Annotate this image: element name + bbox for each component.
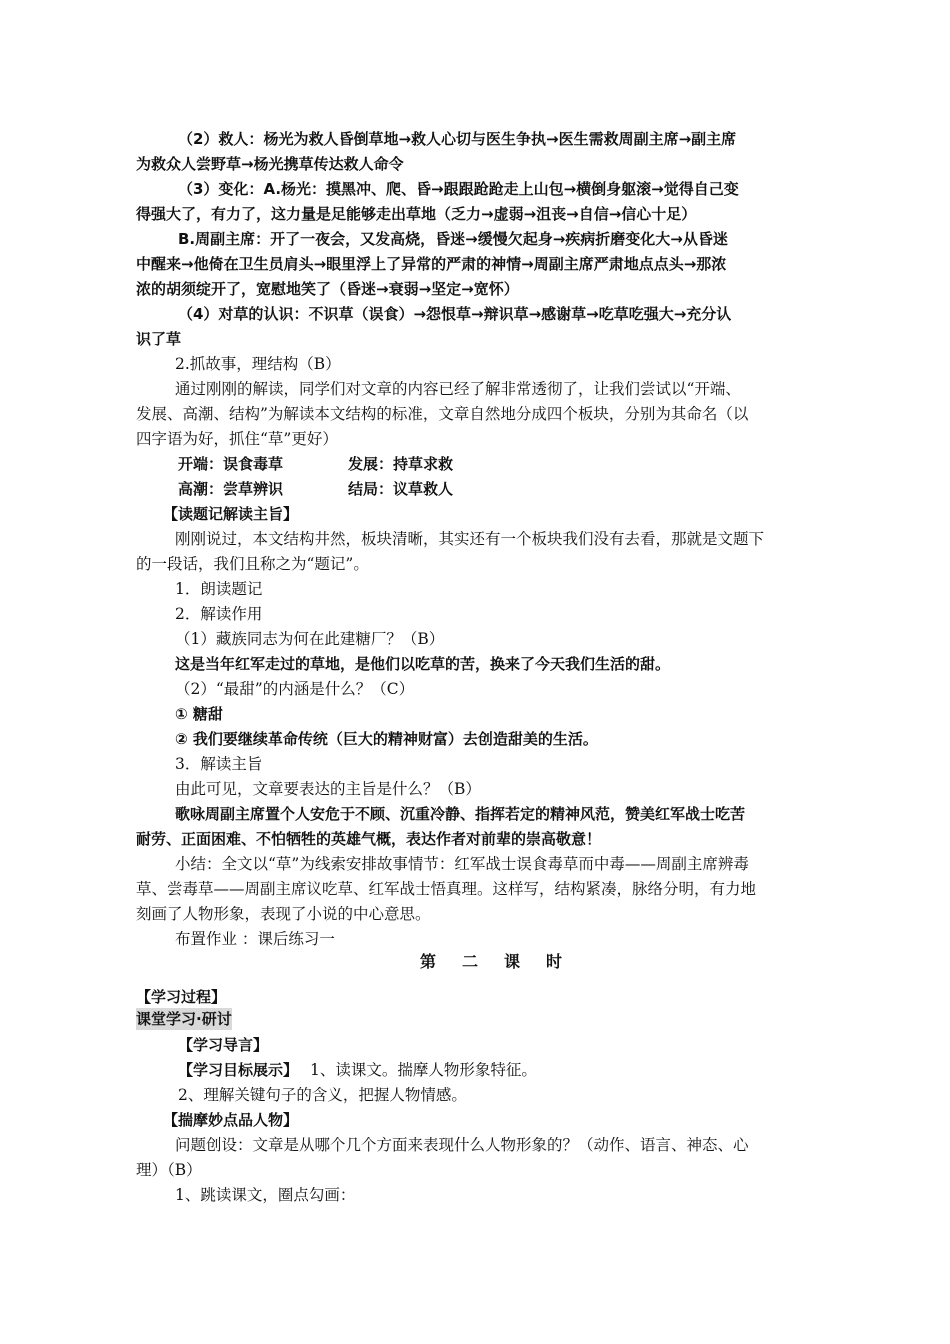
paragraph-line: 得强大了，有力了，这力量是足能够走出草地（乏力→虚弱→沮丧→自信→信心十足）: [136, 205, 697, 223]
paragraph-line: 浓的胡须绽开了，宽慰地笑了（昏迷→衰弱→坚定→宽怀）: [136, 280, 519, 298]
answer-line: 歌咏周副主席置个人安危于不顾、沉重冷静、指挥若定的精神风范，赞美红军战士吃苦: [175, 805, 746, 823]
paragraph-line: 识了草: [136, 330, 182, 348]
structure-item: 开端：误食毒草: [178, 455, 284, 473]
paragraph-line: 通过刚刚的解读，同学们对文章的内容已经了解非常透彻了，让我们尝试以“开端、: [175, 380, 741, 398]
paragraph-line: 的一段话，我们且称之为“题记”。: [136, 555, 369, 573]
answer-line: ② 我们要继续革命传统（巨大的精神财富）去创造甜美的生活。: [175, 730, 598, 748]
section-heading: 【学习过程】: [136, 988, 227, 1006]
list-item: 2．解读作用: [175, 605, 263, 623]
paragraph-line: （3）变化：A.杨光：摸黑冲、爬、昏→跟跟跄跄走上山包→横倒身躯滚→觉得自己变: [178, 180, 739, 198]
list-item: 1、跳读课文，圈点勾画：: [175, 1186, 356, 1204]
structure-item: 发展：持草求救: [348, 455, 454, 473]
section-heading: 【揣摩妙点品人物】: [163, 1111, 299, 1129]
paragraph-line: 草、尝毒草——周副主席议吃草、红军战士悟真理。这样写，结构紧凑，脉络分明，有力地: [136, 880, 757, 898]
question-line: 由此可见，文章要表达的主旨是什么？（B）: [175, 780, 481, 798]
paragraph-line: 发展、高潮、结构”为解读本文结构的标准，文章自然地分成四个板块，分别为其命名（以: [136, 405, 749, 423]
paragraph-line: 问题创设：文章是从哪个几个方面来表现什么人物形象的？（动作、语言、神态、心: [175, 1136, 749, 1154]
structure-item: 结局：议草救人: [348, 480, 454, 498]
lesson-title: 第二课时: [420, 952, 589, 971]
section-heading: 【学习导言】: [178, 1036, 269, 1054]
paragraph-line: 四字语为好，抓住“草”更好）: [136, 430, 338, 448]
section-heading: 【学习目标展示】: [178, 1061, 299, 1079]
answer-line: 这是当年红军走过的草地，是他们以吃草的苦，换来了今天我们生活的甜。: [175, 655, 671, 673]
list-item: 3．解读主旨: [175, 755, 263, 773]
paragraph-line: 刚刚说过，本文结构井然，板块清晰，其实还有一个板块我们没有去看，那就是文题下: [175, 530, 765, 548]
section-heading: 【读题记解读主旨】: [163, 505, 299, 523]
section-heading: 2.抓故事，理结构（B）: [175, 355, 341, 373]
question-line: （2）“最甜”的内涵是什么？（C）: [175, 680, 415, 698]
objective-item: 2、理解关键句子的含义，把握人物情感。: [178, 1086, 467, 1104]
paragraph-line: B.周副主席：开了一夜会，又发高烧，昏迷→缓慢欠起身→疾病折磨变化大→从昏迷: [178, 230, 728, 248]
homework-line: 布置作业 ：课后练习一: [175, 930, 335, 948]
paragraph-line: 中醒来→他倚在卫生员肩头→眼里浮上了异常的严肃的神情→周副主席严肃地点点头→那浓: [136, 255, 727, 273]
highlighted-heading: 课堂学习·研讨: [136, 1010, 232, 1028]
question-line: （1）藏族同志为何在此建糖厂？（B）: [175, 630, 445, 648]
paragraph-line: 刻画了人物形象，表现了小说的中心意思。: [136, 905, 431, 923]
paragraph-line: （4）对草的认识：不识草（误食）→怨恨草→辩识草→感谢草→吃草吃强大→充分认: [178, 305, 732, 323]
answer-line: ① 糖甜: [175, 705, 223, 723]
paragraph-line: 为救众人尝野草→杨光携草传达救人命令: [136, 155, 404, 173]
answer-line: 耐劳、正面困难、不怕牺牲的英雄气概，表达作者对前辈的崇高敬意！: [136, 830, 602, 848]
paragraph-line: 理）（B）: [136, 1161, 202, 1179]
structure-item: 高潮：尝草辨识: [178, 480, 284, 498]
paragraph-line: 小结：全文以“草”为线索安排故事情节：红军战士误食毒草而中毒——周副主席辨毒: [175, 855, 749, 873]
list-item: 1．朗读题记: [175, 580, 263, 598]
objective-item: 1、读课文。揣摩人物形象特征。: [310, 1061, 537, 1079]
paragraph-line: （2）救人：杨光为救人昏倒草地→救人心切与医生争执→医生需救周副主席→副主席: [178, 130, 737, 148]
